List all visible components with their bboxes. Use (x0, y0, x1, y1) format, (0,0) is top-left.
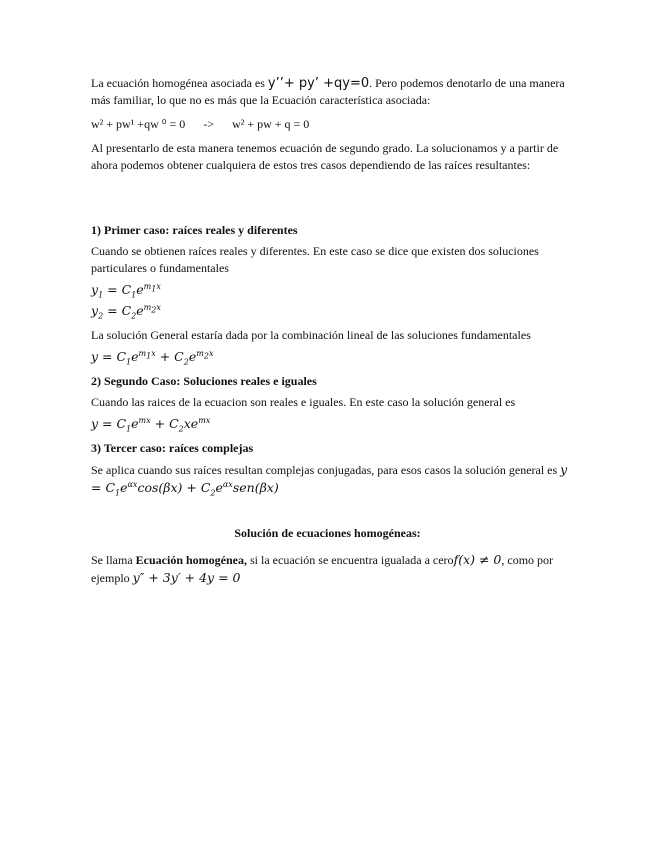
char-eq-left: w² + pw¹ +qw ⁰ = 0 (91, 117, 186, 131)
characteristic-equation (91, 116, 571, 133)
section-paragraph (91, 551, 571, 587)
case1-text: Cuando se obtienen raíces reales y diferentes. En este caso se dice que existen dos soluciones particulares o fundamentales (91, 244, 539, 275)
case3-heading: 3) Tercer caso: raíces complejas (91, 441, 254, 455)
homogeneous-equation: y’’+ py’ +qy=0 (267, 76, 370, 91)
intro-paragraph (91, 75, 571, 109)
char-eq-right: w² + pw + q = 0 (232, 117, 310, 131)
case3-text: Se aplica cuando sus raíces resultan complejas conjugadas, para esos casos la solución general es (91, 463, 558, 477)
condition-formula: f(x) ≠ 0 (453, 552, 502, 567)
intro-text-b: . Pero podemos denotarlo de una manera más familiar, lo que no es más que la Ecuación característica asociada: (91, 76, 565, 107)
case1-eq1: $y_1 = C_1e^{m_1x}$ (91, 281, 161, 300)
case2-text: Cuando las raices de la ecuacion son reales e iguales. En este caso la solución general es (91, 395, 516, 409)
case3-paragraph (91, 461, 571, 497)
section-title: Solución de ecuaciones homogéneas: (234, 526, 421, 540)
section-text-b: si la ecuación se encuentra igualada a cero (247, 553, 454, 567)
intro-text-a: La ecuación homogénea asociada es (91, 76, 268, 90)
case1-general-eq: $y = C_1e^{m_1x} + C_2e^{m_2x}$ (91, 348, 214, 367)
case2-eq: $y = C_1e^{mx} + C_2xe^{mx}$ (91, 415, 211, 434)
case1-eq2: $y_2 = C_2e^{m_2x}$ (91, 302, 161, 321)
case3-eq: $y = C_1e^{\alpha x}\cos(\beta x) + C_2e^{\alpha x}sen(\beta x)$ (91, 462, 568, 498)
section-bold-term: Ecuación homogénea, (135, 553, 247, 567)
case1-heading: 1) Primer caso: raíces reales y diferentes (91, 223, 298, 237)
section-text-c: , como por ejemplo (91, 553, 554, 585)
case1-general-text: La solución General estaría dada por la combinación lineal de las soluciones fundamentales (91, 328, 531, 342)
arrow-symbol: -> (203, 117, 215, 131)
case2-heading: 2) Segundo Caso: Soluciones reales e iguales (91, 374, 317, 388)
example-equation: y″ + 3y′ + 4y = 0 (132, 570, 241, 585)
quadratic-paragraph: Al presentarlo de esta manera tenemos ecuación de segundo grado. La solucionamos y a partir de ahora podemos obtener cualquiera de estos tres casos dependiendo de las raíces resultantes: (91, 141, 559, 172)
section-text-a: Se llama (91, 553, 136, 567)
